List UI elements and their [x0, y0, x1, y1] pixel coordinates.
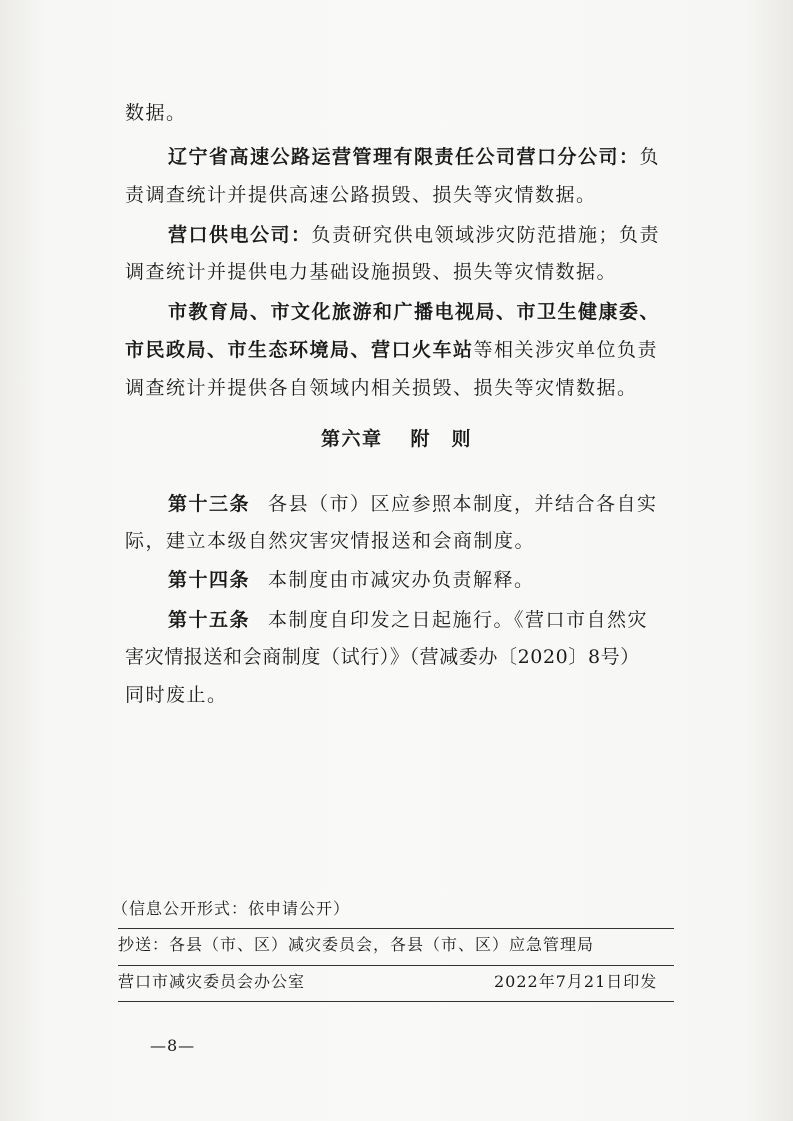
- article-13-line2: 际，建立本级自然灾害灾情报送和会商制度。: [125, 530, 536, 552]
- article-13-line1: [168, 491, 658, 517]
- paragraph-agencies-line2: [125, 337, 658, 363]
- chapter-heading: [0, 426, 793, 452]
- paragraph-power-rest: 负责研究供电领域涉灾防范措施；负责: [311, 224, 661, 246]
- footer-rule-bottom: [118, 1001, 674, 1002]
- paragraph-power-line1: [168, 222, 660, 248]
- paragraph-highway-line1: [168, 144, 660, 170]
- paragraph-agencies-line1: 市教育局、市文化旅游和广播电视局、市卫生健康委、: [168, 301, 661, 323]
- chapter-title: 附 则: [410, 428, 473, 450]
- article-14-number: 第十四条: [168, 569, 251, 591]
- continuation-text-content: 数据。: [125, 102, 187, 124]
- article-15-line3: 同时废止。: [125, 684, 228, 706]
- paragraph-highway-line2: 责调查统计并提供高速公路损毁、损失等灾情数据。: [125, 184, 597, 206]
- continuation-text: [125, 100, 187, 126]
- article-14-line1: [168, 567, 535, 593]
- issue-date: 2022年7月21日印发: [494, 972, 658, 991]
- footer-rule-top: [118, 928, 674, 929]
- paragraph-agencies-bold: 市民政局、市生态环境局、营口火车站: [125, 339, 474, 361]
- article-14-text: 本制度由市减灾办负责解释。: [268, 569, 535, 591]
- paragraph-power-lead: 营口供电公司：: [168, 224, 312, 246]
- chapter-number: 第六章: [320, 428, 383, 450]
- article-13-number: 第十三条: [168, 493, 251, 515]
- article-13-text: 各县（市）区应参照本制度，并结合各自实: [268, 493, 658, 515]
- paragraph-power-line2: 调查统计并提供电力基础设施损毁、损失等灾情数据。: [125, 261, 618, 283]
- article-15-line2: 害灾情报送和会商制度（试行）》（营减委办〔2020〕8号）: [125, 646, 640, 668]
- cc-line: 抄送：各县（市、区）减灾委员会，各县（市、区）应急管理局: [118, 935, 595, 954]
- article-15-line1: [168, 607, 648, 633]
- issuer: 营口市减灾委员会办公室: [118, 972, 306, 991]
- paragraph-highway-rest: 负: [639, 146, 661, 168]
- paragraph-highway-lead: 辽宁省高速公路运营管理有限责任公司营口分公司：: [168, 146, 640, 168]
- paragraph-agencies-line3: 调查统计并提供各自领域内相关损毁、损失等灾情数据。: [125, 377, 638, 399]
- footer-rule-middle: [118, 965, 674, 966]
- disclosure-note: （信息公开形式：依申请公开）: [112, 899, 351, 918]
- article-15-number: 第十五条: [168, 609, 251, 631]
- page-number: —8—: [150, 1036, 196, 1055]
- paragraph-agencies-rest: 等相关涉灾单位负责: [473, 339, 659, 361]
- article-15-text: 本制度自印发之日起施行。《营口市自然灾: [268, 609, 649, 631]
